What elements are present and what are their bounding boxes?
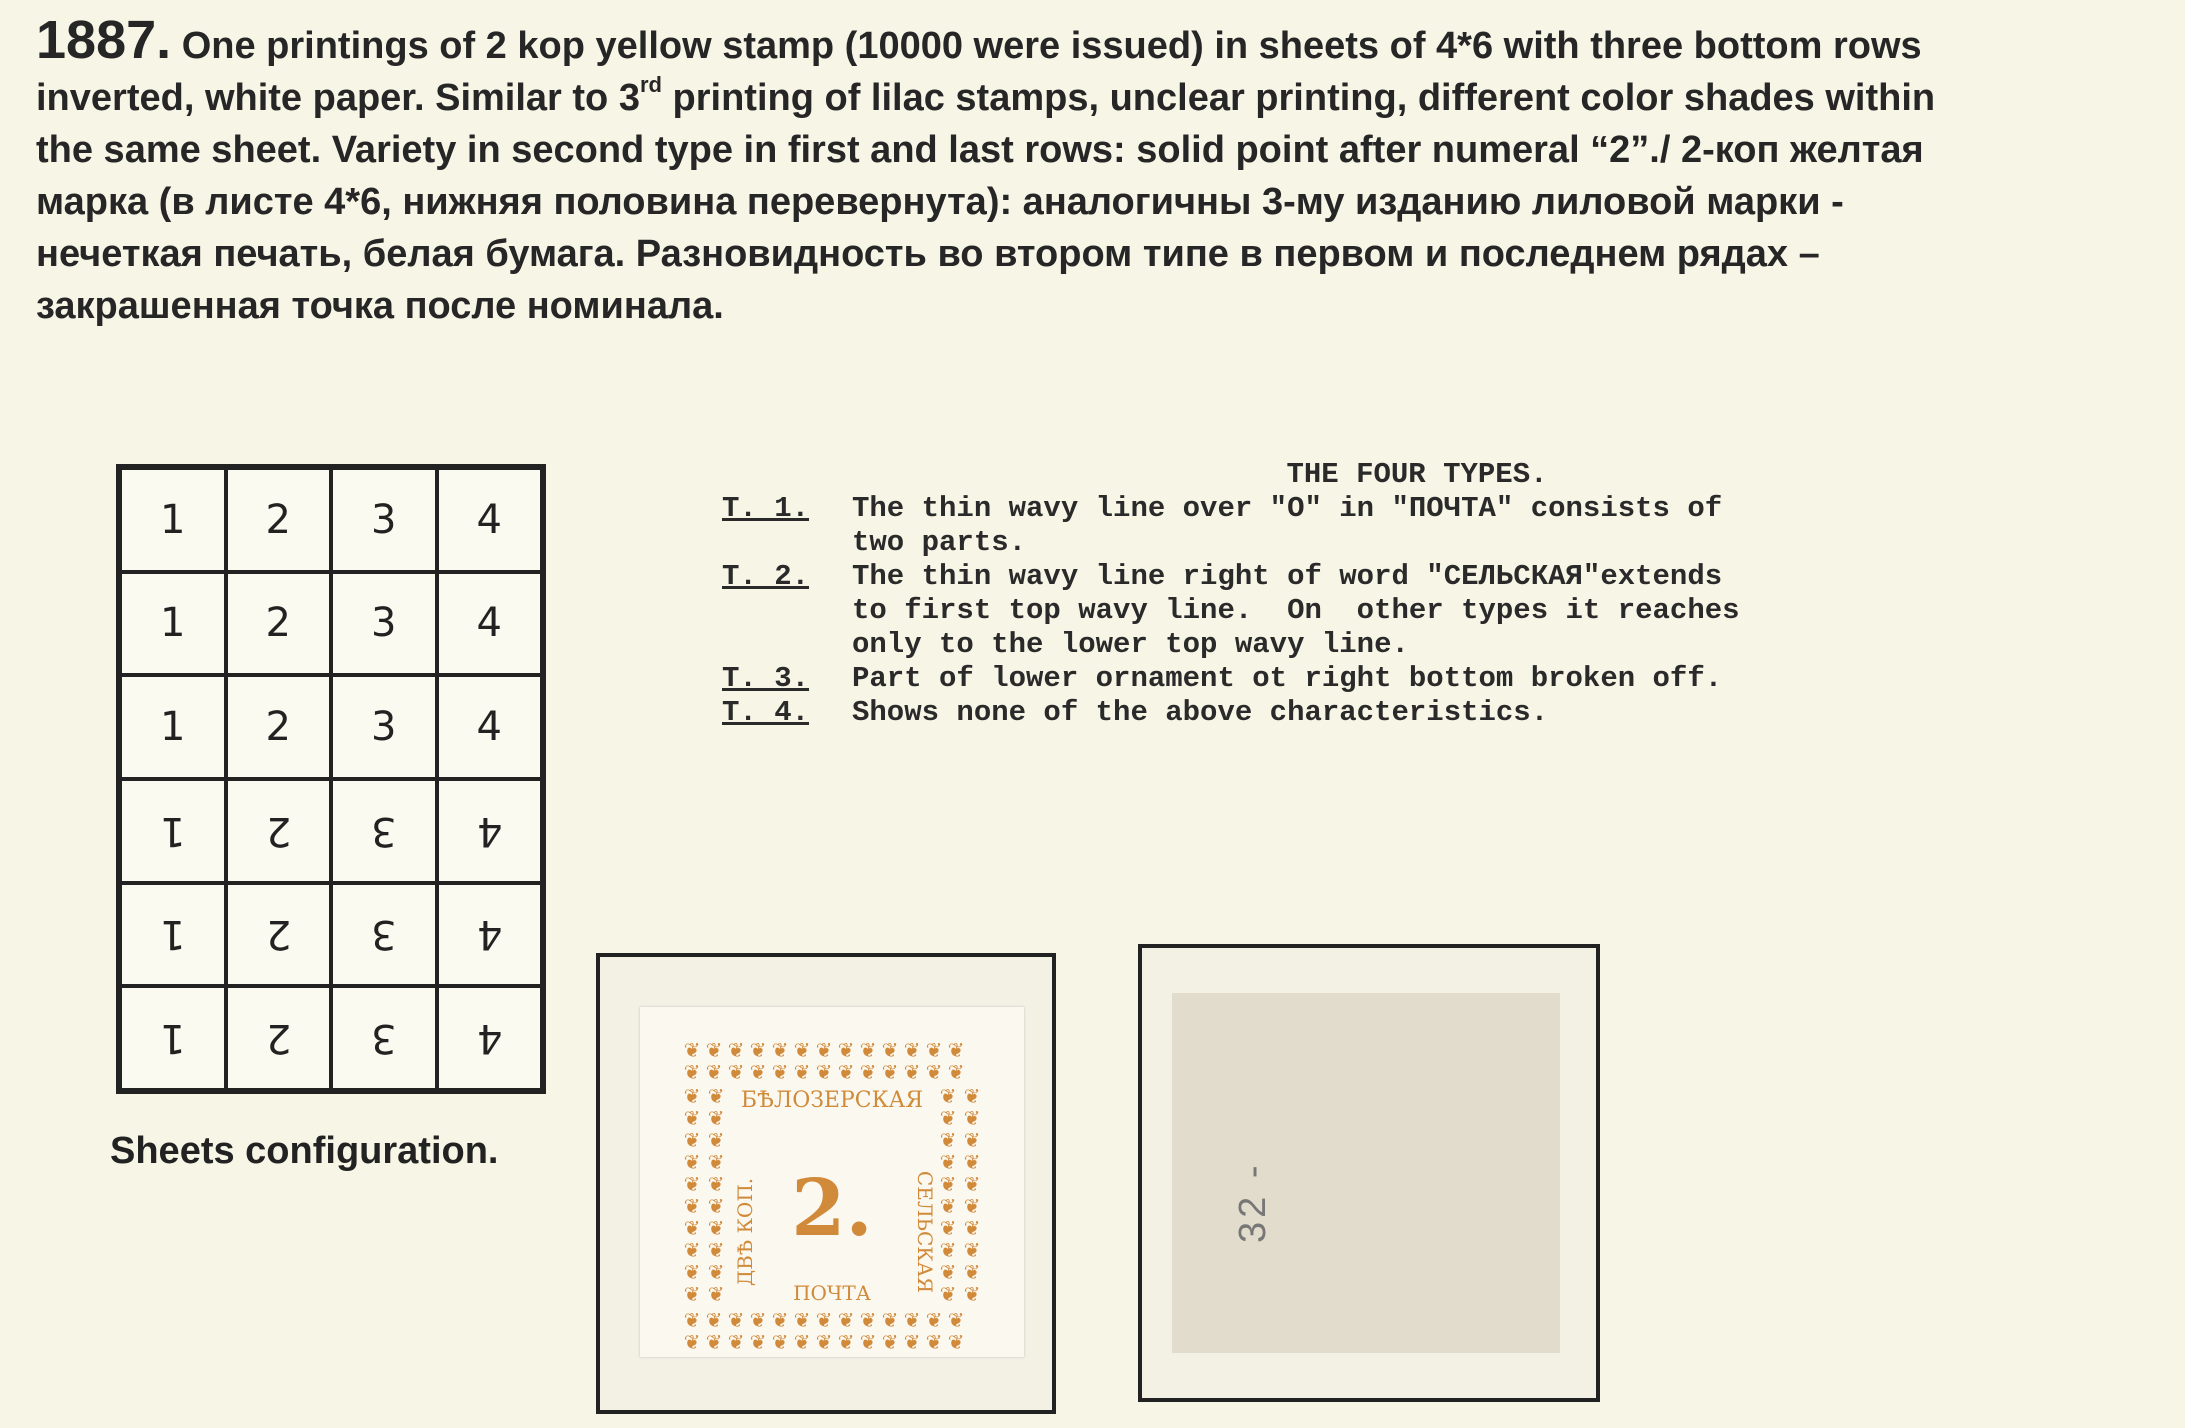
header-line-2b: printing of lilac stamps, unclear printing, different color shades within [661, 77, 1936, 119]
sheet-cell [437, 883, 543, 987]
type-description-line: The thin wavy line over "O" in "ПОЧТА" consists of [852, 492, 1723, 525]
sheet-cell [331, 986, 437, 1090]
fleuron-ornament: ❦ [771, 1038, 789, 1062]
fleuron-ornament: ❦ [939, 1128, 957, 1152]
fleuron-ornament: ❦ [939, 1260, 957, 1284]
fleuron-ornament: ❦ [727, 1308, 745, 1332]
sheet-cell [437, 468, 543, 572]
sheet-cell [226, 883, 332, 987]
fleuron-ornament: ❦ [793, 1330, 811, 1354]
fleuron-ornament: ❦ [793, 1038, 811, 1062]
stamp-back-frame [1138, 944, 1600, 1402]
header-line-1: One printings of 2 kop yellow stamp (10000 were issued) in sheets of 4*6 with three bottom rows [181, 25, 1922, 67]
fleuron-ornament: ❦ [903, 1308, 921, 1332]
fleuron-ornament: ❦ [963, 1260, 981, 1284]
fleuron-ornament: ❦ [859, 1308, 877, 1332]
type-entry [722, 696, 1982, 730]
fleuron-ornament: ❦ [939, 1216, 957, 1240]
type-code: T. 3. [722, 662, 810, 695]
fleuron-ornament: ❦ [707, 1128, 725, 1152]
sheet-cell-number: 1 [160, 704, 186, 751]
fleuron-ornament: ❦ [707, 1238, 725, 1262]
fleuron-ornament: ❦ [925, 1038, 943, 1062]
fleuron-ornament: ❦ [881, 1060, 899, 1084]
type-description-line: The thin wavy line right of word "СЕЛЬСКАЯ"extends [852, 560, 1723, 593]
fleuron-ornament: ❦ [793, 1060, 811, 1084]
fleuron-ornament: ❦ [771, 1060, 789, 1084]
fleuron-ornament: ❦ [859, 1060, 877, 1084]
fleuron-ornament: ❦ [881, 1308, 899, 1332]
fleuron-ornament: ❦ [683, 1308, 701, 1332]
sheet-cell-number: 3 [371, 1015, 397, 1062]
fleuron-ornament: ❦ [837, 1330, 855, 1354]
sheet-cell-number: 1 [160, 600, 186, 647]
fleuron-ornament: ❦ [707, 1106, 725, 1130]
sheet-cell [226, 779, 332, 883]
fleuron-ornament: ❦ [939, 1172, 957, 1196]
sheet-cell [331, 779, 437, 883]
fleuron-ornament: ❦ [793, 1308, 811, 1332]
fleuron-ornament: ❦ [749, 1308, 767, 1332]
header-line-3: the same sheet. Variety in second type in first and last rows: solid point after numeral “2”./ 2-коп желтая [36, 129, 1924, 171]
header-superscript: rd [639, 72, 662, 97]
sheet-cell-number: 1 [160, 807, 186, 854]
fleuron-ornament: ❦ [683, 1106, 701, 1130]
fleuron-ornament: ❦ [815, 1308, 833, 1332]
fleuron-ornament: ❦ [727, 1038, 745, 1062]
type-entry [722, 492, 1982, 560]
sheet-cell-number: 2 [265, 496, 291, 543]
type-description-line: to first top wavy line. On other types it reaches [852, 594, 1740, 627]
fleuron-ornament: ❦ [683, 1084, 701, 1108]
sheet-cell-number: 4 [476, 1015, 502, 1062]
fleuron-ornament: ❦ [707, 1084, 725, 1108]
sheet-cell-number: 3 [371, 704, 397, 751]
fleuron-ornament: ❦ [683, 1216, 701, 1240]
fleuron-ornament: ❦ [963, 1194, 981, 1218]
fleuron-ornament: ❦ [963, 1150, 981, 1174]
sheet-cell-number: 1 [160, 911, 186, 958]
fleuron-ornament: ❦ [939, 1194, 957, 1218]
header-line-5: нечеткая печать, белая бумага. Разновидность во втором типе в первом и последнем рядах – [36, 233, 1820, 275]
fleuron-ornament: ❦ [881, 1330, 899, 1354]
fleuron-ornament: ❦ [683, 1194, 701, 1218]
fleuron-ornament: ❦ [683, 1172, 701, 1196]
fleuron-ornament: ❦ [815, 1038, 833, 1062]
page-header [36, 10, 2166, 332]
fleuron-ornament: ❦ [707, 1150, 725, 1174]
sheet-cell [226, 986, 332, 1090]
type-entry [722, 662, 1982, 696]
fleuron-ornament: ❦ [705, 1330, 723, 1354]
sheet-cell-number: 1 [160, 1015, 186, 1062]
fleuron-ornament: ❦ [903, 1330, 921, 1354]
fleuron-ornament: ❦ [683, 1038, 701, 1062]
fleuron-ornament: ❦ [749, 1038, 767, 1062]
pencil-annotation: 32 - [1232, 1161, 1274, 1243]
sheet-cell-number: 4 [476, 911, 502, 958]
stamp-back-image [1172, 993, 1560, 1353]
fleuron-ornament: ❦ [683, 1260, 701, 1284]
sheet-caption: Sheets configuration. [110, 1130, 499, 1172]
fleuron-ornament: ❦ [707, 1216, 725, 1240]
fleuron-ornament: ❦ [947, 1038, 965, 1062]
type-code: T. 4. [722, 696, 810, 729]
fleuron-ornament: ❦ [963, 1128, 981, 1152]
fleuron-ornament: ❦ [903, 1060, 921, 1084]
fleuron-ornament: ❦ [963, 1216, 981, 1240]
sheet-cell [437, 986, 543, 1090]
fleuron-ornament: ❦ [749, 1060, 767, 1084]
header-line-2a: inverted, white paper. Similar to 3 [36, 77, 640, 119]
type-description-line: Part of lower ornament ot right bottom broken off. [852, 662, 1723, 695]
sheet-cell [120, 986, 226, 1090]
fleuron-ornament: ❦ [939, 1150, 957, 1174]
sheet-cell [120, 779, 226, 883]
fleuron-ornament: ❦ [939, 1106, 957, 1130]
fleuron-ornament: ❦ [903, 1038, 921, 1062]
fleuron-ornament: ❦ [947, 1308, 965, 1332]
stamp-top-text: БѢЛОЗЕРСКАЯ [740, 1088, 924, 1113]
fleuron-ornament: ❦ [963, 1106, 981, 1130]
fleuron-ornament: ❦ [925, 1330, 943, 1354]
fleuron-ornament: ❦ [881, 1038, 899, 1062]
sheet-cell [437, 675, 543, 779]
sheet-cell [437, 572, 543, 676]
stamp-bottom-text: ПОЧТА [793, 1281, 871, 1305]
fleuron-ornament: ❦ [815, 1330, 833, 1354]
fleuron-ornament: ❦ [947, 1330, 965, 1354]
sheet-cell-number: 3 [371, 911, 397, 958]
fleuron-ornament: ❦ [925, 1060, 943, 1084]
type-description-line: only to the lower top wavy line. [852, 628, 1409, 661]
fleuron-ornament: ❦ [683, 1128, 701, 1152]
type-code: T. 2. [722, 560, 810, 593]
fleuron-ornament: ❦ [859, 1330, 877, 1354]
fleuron-ornament: ❦ [683, 1282, 701, 1306]
fleuron-ornament: ❦ [939, 1084, 957, 1108]
sheet-cell-number: 4 [476, 600, 502, 647]
sheet-cell-number: 2 [265, 911, 291, 958]
sheet-cell-number: 4 [476, 704, 502, 751]
sheet-cell [331, 468, 437, 572]
fleuron-ornament: ❦ [837, 1038, 855, 1062]
fleuron-ornament: ❦ [947, 1060, 965, 1084]
fleuron-ornament: ❦ [683, 1060, 701, 1084]
sheet-cell [226, 468, 332, 572]
four-types-block [722, 458, 1982, 730]
sheet-cell [120, 572, 226, 676]
sheet-cell-number: 3 [371, 807, 397, 854]
stamp-front-svg [640, 1007, 1024, 1357]
fleuron-ornament: ❦ [707, 1282, 725, 1306]
sheet-cell [437, 779, 543, 883]
sheet-cell-number: 1 [160, 496, 186, 543]
fleuron-ornament: ❦ [771, 1308, 789, 1332]
sheet-cell-number: 2 [265, 1015, 291, 1062]
sheet-cell-number: 2 [265, 704, 291, 751]
header-line-6: закрашенная точка после номинала. [36, 285, 724, 327]
sheet-cell [226, 572, 332, 676]
stamp-right-text: СЕЛЬСКАЯ [913, 1170, 937, 1294]
fleuron-ornament: ❦ [727, 1330, 745, 1354]
stamp-value: 2. [791, 1163, 873, 1254]
sheet-cell-number: 3 [371, 496, 397, 543]
fleuron-ornament: ❦ [707, 1194, 725, 1218]
sheet-cell [120, 675, 226, 779]
type-code: T. 1. [722, 492, 810, 525]
fleuron-ornament: ❦ [683, 1330, 701, 1354]
sheet-cell [331, 675, 437, 779]
fleuron-ornament: ❦ [963, 1084, 981, 1108]
sheet-cell-number: 2 [265, 807, 291, 854]
fleuron-ornament: ❦ [727, 1060, 745, 1084]
sheet-cell [120, 468, 226, 572]
sheet-cell-number: 4 [476, 807, 502, 854]
sheet-cell [331, 572, 437, 676]
sheet-cell-number: 2 [265, 600, 291, 647]
fleuron-ornament: ❦ [749, 1330, 767, 1354]
stamp-front-frame [596, 953, 1056, 1414]
type-description-line: two parts. [852, 526, 1027, 559]
fleuron-ornament: ❦ [963, 1172, 981, 1196]
stamp-front-image [640, 1007, 1024, 1357]
fleuron-ornament: ❦ [963, 1238, 981, 1262]
fleuron-ornament: ❦ [705, 1060, 723, 1084]
sheet-cell-number: 4 [476, 496, 502, 543]
types-title: THE FOUR TYPES. [1286, 458, 1548, 491]
fleuron-ornament: ❦ [939, 1238, 957, 1262]
sheet-cell [331, 883, 437, 987]
fleuron-ornament: ❦ [683, 1150, 701, 1174]
fleuron-ornament: ❦ [859, 1038, 877, 1062]
sheet-cell-number: 3 [371, 600, 397, 647]
fleuron-ornament: ❦ [837, 1060, 855, 1084]
fleuron-ornament: ❦ [925, 1308, 943, 1332]
fleuron-ornament: ❦ [705, 1308, 723, 1332]
fleuron-ornament: ❦ [963, 1282, 981, 1306]
fleuron-ornament: ❦ [707, 1172, 725, 1196]
fleuron-ornament: ❦ [815, 1060, 833, 1084]
fleuron-ornament: ❦ [683, 1238, 701, 1262]
header-line-4: марка (в листе 4*6, нижняя половина перевернута): аналогичны 3-му изданию лиловой марки - [36, 181, 1844, 223]
issue-year: 1887. [36, 10, 172, 70]
type-entry [722, 560, 1982, 662]
sheet-cell [120, 883, 226, 987]
fleuron-ornament: ❦ [705, 1038, 723, 1062]
sheet-cell [226, 675, 332, 779]
sheet-configuration-grid [116, 464, 546, 1094]
type-description-line: Shows none of the above characteristics. [852, 696, 1549, 729]
fleuron-ornament: ❦ [939, 1282, 957, 1306]
fleuron-ornament: ❦ [837, 1308, 855, 1332]
stamp-left-text: ДВѢ КОП. [733, 1177, 757, 1287]
fleuron-ornament: ❦ [771, 1330, 789, 1354]
fleuron-ornament: ❦ [707, 1260, 725, 1284]
